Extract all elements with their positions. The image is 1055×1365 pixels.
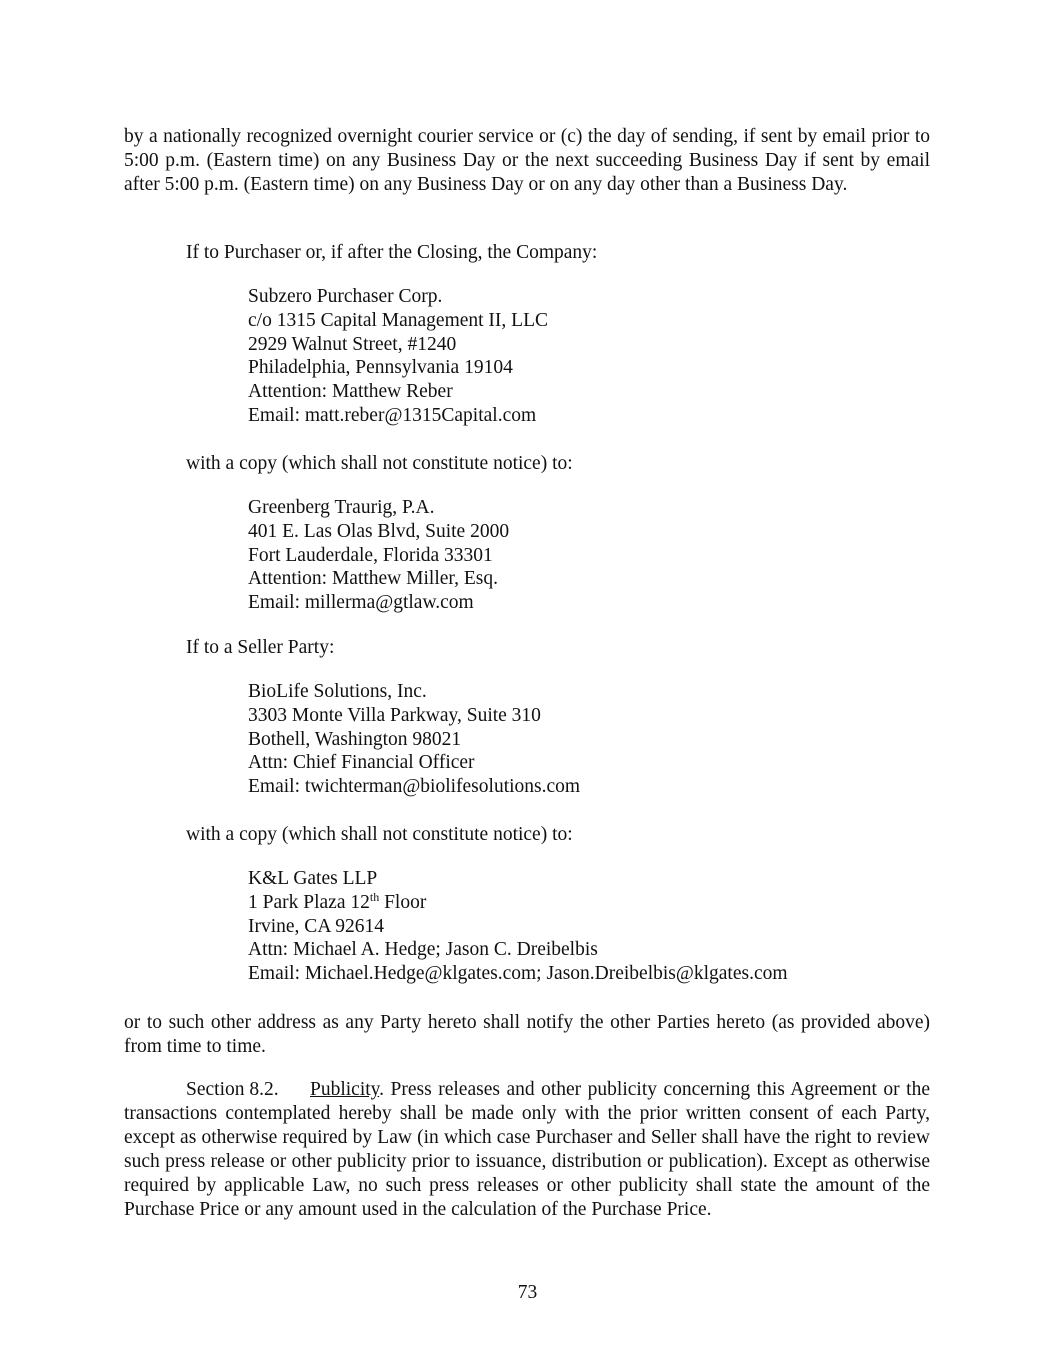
copy-notice-heading-purchaser: with a copy (which shall not constitute notice) to:: [186, 453, 573, 474]
address-line: Philadelphia, Pennsylvania 19104: [248, 357, 513, 379]
address-line: Greenberg Traurig, P.A.: [248, 497, 435, 518]
address-line: Fort Lauderdale, Florida 33301: [248, 544, 493, 566]
address-email: Email: Michael.Hedge@klgates.com; Jason.Dreibelbis@klgates.com: [248, 963, 788, 985]
section-number: Section 8.2.: [186, 1079, 279, 1100]
address-line: Attn: Michael A. Hedge; Jason C. Dreibelbis: [248, 939, 598, 961]
seller-notice-heading: If to a Seller Party:: [186, 637, 335, 658]
page-number: 73: [517, 1282, 538, 1303]
intro-paragraph: by a nationally recognized overnight courier service or (c) the day of sending, if sent by email prior to 5:00 p.m. (Eastern time) on any Business Day or the next succeeding Business Day if sent by email after 5:00 p.m. (Eastern time) on any Business Day or on any day other than a Business Day.: [124, 126, 930, 195]
address-email: Email: millerma@gtlaw.com: [248, 592, 474, 614]
purchaser-counsel-address-block: [248, 496, 509, 615]
address-line: Attention: Matthew Miller, Esq.: [248, 568, 498, 590]
address-line: BioLife Solutions, Inc.: [248, 681, 427, 702]
address-line: Subzero Purchaser Corp.: [248, 286, 443, 307]
seller-counsel-address-block: [248, 867, 788, 986]
address-line: 3303 Monte Villa Parkway, Suite 310: [248, 704, 541, 726]
address-line: Attention: Matthew Reber: [248, 381, 453, 403]
address-line: Bothell, Washington 98021: [248, 728, 462, 750]
address-line-floor: Floor: [379, 891, 427, 913]
address-line: [248, 891, 788, 915]
address-email: Email: matt.reber@1315Capital.com: [248, 404, 537, 426]
address-line: c/o 1315 Capital Management II, LLC: [248, 309, 549, 331]
section-title: Publicity: [310, 1079, 380, 1100]
address-line: Irvine, CA 92614: [248, 915, 384, 937]
ordinal-suffix: th: [369, 889, 380, 904]
section-8-2-paragraph: [124, 1078, 930, 1222]
address-line-street: 1 Park Plaza 12: [248, 891, 370, 913]
seller-address-block: [248, 680, 580, 799]
address-email: Email: twichterman@biolifesolutions.com: [248, 776, 581, 798]
address-line: 401 E. Las Olas Blvd, Suite 2000: [248, 520, 510, 542]
purchaser-notice-heading: If to Purchaser or, if after the Closing, the Company:: [186, 242, 598, 263]
copy-notice-heading-seller: with a copy (which shall not constitute notice) to:: [186, 824, 573, 845]
address-line: K&L Gates LLP: [248, 868, 378, 889]
section-body: Press releases and other publicity concerning this Agreement or the transactions contemplated hereby shall be made only with the prior written consent of each Party, except as otherwise required by Law (in which case Purchaser and Seller shall have the right to review such press release or other publicity prior to issuance, distribution or publication). Except as otherwise required by applicable Law, no such press releases or other publicity shall state the amount of the Purchase Price or any amount used in the calculation of the Purchase Price.: [124, 1079, 930, 1220]
address-line: Attn: Chief Financial Officer: [248, 752, 475, 774]
purchaser-address-block: [248, 285, 548, 428]
address-line: 2929 Walnut Street, #1240: [248, 333, 457, 355]
section-title-period: .: [379, 1079, 385, 1100]
closing-paragraph: or to such other address as any Party hereto shall notify the other Parties hereto (as provided above) from time to time.: [124, 1012, 930, 1057]
